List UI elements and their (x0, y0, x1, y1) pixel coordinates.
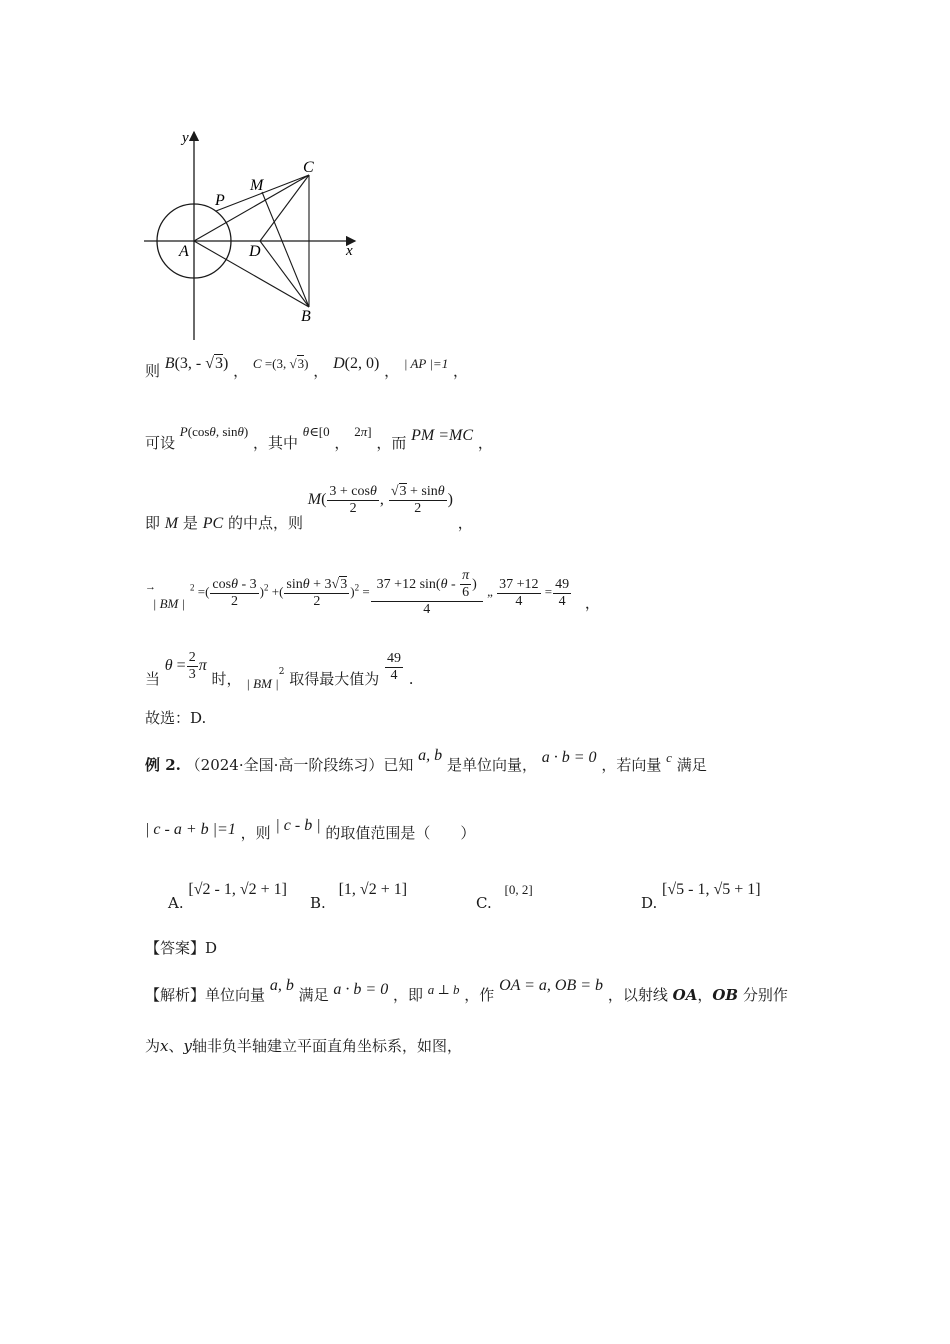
label-D: D (249, 243, 261, 260)
line-max-value: 当 θ = $\frac{2}{3}$ π 时， | BM $|^2$ 取得最大值为 $\frac{49}{4}$ . (145, 650, 414, 692)
label-x: x (346, 243, 353, 259)
line-bm-squared: → | BM | $^2$ =( $\frac{\cos\theta - 3}{2}$ )$^2$ +( $\frac{\sin\theta + 3√3}{2}$ )$^2$ = 37 +12 sin(θ - $\frac{\pi}{6}$ ) 4 „ $\frac{37 +12}{4}$ = $\frac{49}{4}$ ， (145, 568, 600, 618)
line-parametrize: 可设 P(cosθ, sinθ) ，其中 θ∈[0 ， 2π] ，而 PM =MC ， (145, 424, 493, 452)
option-d[interactable]: D. [√5 - 1, √5 + 1] (641, 881, 761, 912)
geometry-figure (140, 128, 370, 348)
example-2-condition: | c - a + b |=1 ，则 | c - b | 的取值范围是（ ） (145, 817, 476, 842)
answer-line: 【答案】D (145, 939, 218, 957)
analysis-line-1: 【解析】单位向量 a, b 满足 a · b = 0 ，即 a ⊥ b ，作 OA = a, OB = b ，以射线 OA，OB 分别作 (145, 977, 788, 1004)
option-c[interactable]: C. [0, 2] (476, 882, 533, 912)
line-choice: 故选：D. (145, 709, 207, 727)
segment-MB (262, 192, 309, 307)
segment-DB (260, 241, 309, 307)
example-2-header: 例 2. （2024·全国·高一阶段练习）已知 a, b 是单位向量， a · b = 0 ，若向量 c 满足 (145, 747, 707, 774)
analysis-line-2: 为x、y轴非负半轴建立平面直角坐标系，如图， (145, 1037, 462, 1055)
label-P: P (215, 192, 225, 209)
label-M: M (250, 177, 264, 194)
line-midpoint: 即 M 是 PC 的中点，则 M( $\frac{3 + \cos\theta}{2}$ , $\frac{√3 + \sin\theta}{2}$ ) ， (145, 484, 473, 533)
label-y: y (182, 130, 189, 146)
label-A: A (179, 243, 189, 260)
option-b[interactable]: B. [1, √2 + 1] (310, 881, 408, 912)
line-coordinates: 则 B(3, - √3) ， C =(3, √3) ， D(2, 0) ， | AP |=1 ， (145, 355, 468, 380)
label-C: C (303, 159, 314, 176)
label-B: B (301, 308, 311, 325)
option-a[interactable]: A. [√2 - 1, √2 + 1] (168, 881, 287, 912)
